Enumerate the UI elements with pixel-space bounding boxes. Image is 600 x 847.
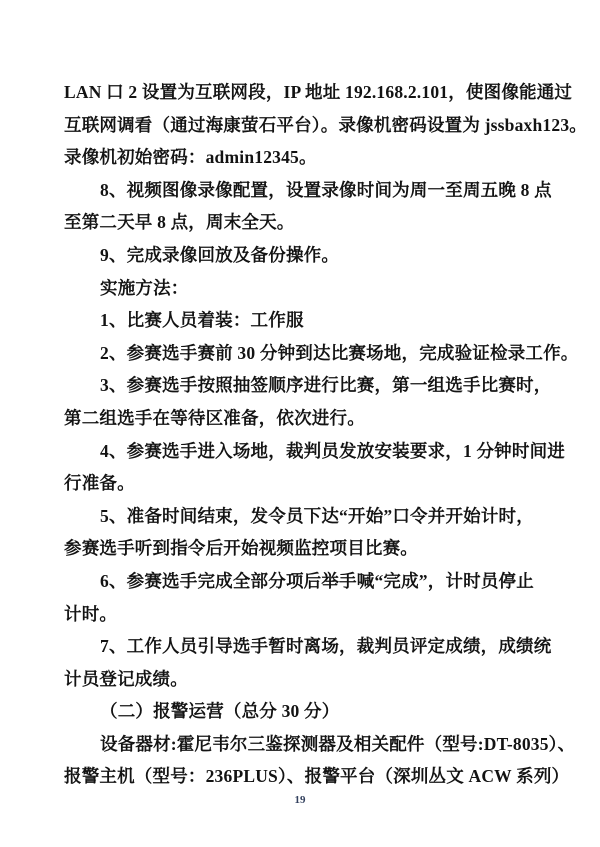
text-body [64, 76, 587, 793]
text-line: 2、参赛选手赛前 30 分钟到达比赛场地，完成验证检录工作。 [100, 342, 579, 363]
text-line: 6、参赛选手完成全部分项后举手喊“完成”，计时员停止 [100, 570, 534, 591]
text-line: 互联网调看（通过海康萤石平台）。录像机密码设置为 jssbaxh123。 [64, 114, 587, 135]
text-line: 录像机初始密码：admin12345。 [64, 147, 317, 168]
text-line: 参赛选手听到指令后开始视频监控项目比赛。 [64, 538, 418, 559]
text-line: 1、比赛人员着装：工作服 [100, 310, 304, 331]
page-number: 19 [294, 794, 306, 806]
text-line: 报警主机（型号：236PLUS）、报警平台（深圳丛文 ACW 系列） [64, 766, 570, 787]
text-line: 设备器材:霍尼韦尔三鉴探测器及相关配件（型号:DT-8035）、 [100, 733, 576, 754]
text-line: 3、参赛选手按照抽签顺序进行比赛，第一组选手比赛时， [100, 375, 552, 396]
text-line: 计时。 [64, 603, 118, 624]
text-line: 5、准备时间结束，发令员下达“开始”口令并开始计时， [100, 505, 534, 526]
text-line: （二）报警运营（总分 30 分） [100, 701, 340, 722]
text-line: 实施方法： [100, 277, 189, 298]
text-line: 计员登记成绩。 [64, 668, 188, 689]
text-line: 4、参赛选手进入场地，裁判员发放安装要求，1 分钟时间进 [100, 440, 565, 461]
text-line: 8、视频图像录像配置，设置录像时间为周一至周五晚 8 点 [100, 179, 552, 200]
text-line: 9、完成录像回放及备份操作。 [100, 244, 340, 265]
text-line: 第二组选手在等待区准备，依次进行。 [64, 407, 365, 428]
text-line: LAN 口 2 设置为互联网段，IP 地址 192.168.2.101，使图像能通过 [64, 82, 573, 102]
text-line: 7、工作人员引导选手暂时离场，裁判员评定成绩，成绩统 [100, 636, 552, 657]
text-line: 至第二天早 8 点，周末全天。 [64, 212, 295, 233]
text-line: 行准备。 [64, 473, 135, 494]
